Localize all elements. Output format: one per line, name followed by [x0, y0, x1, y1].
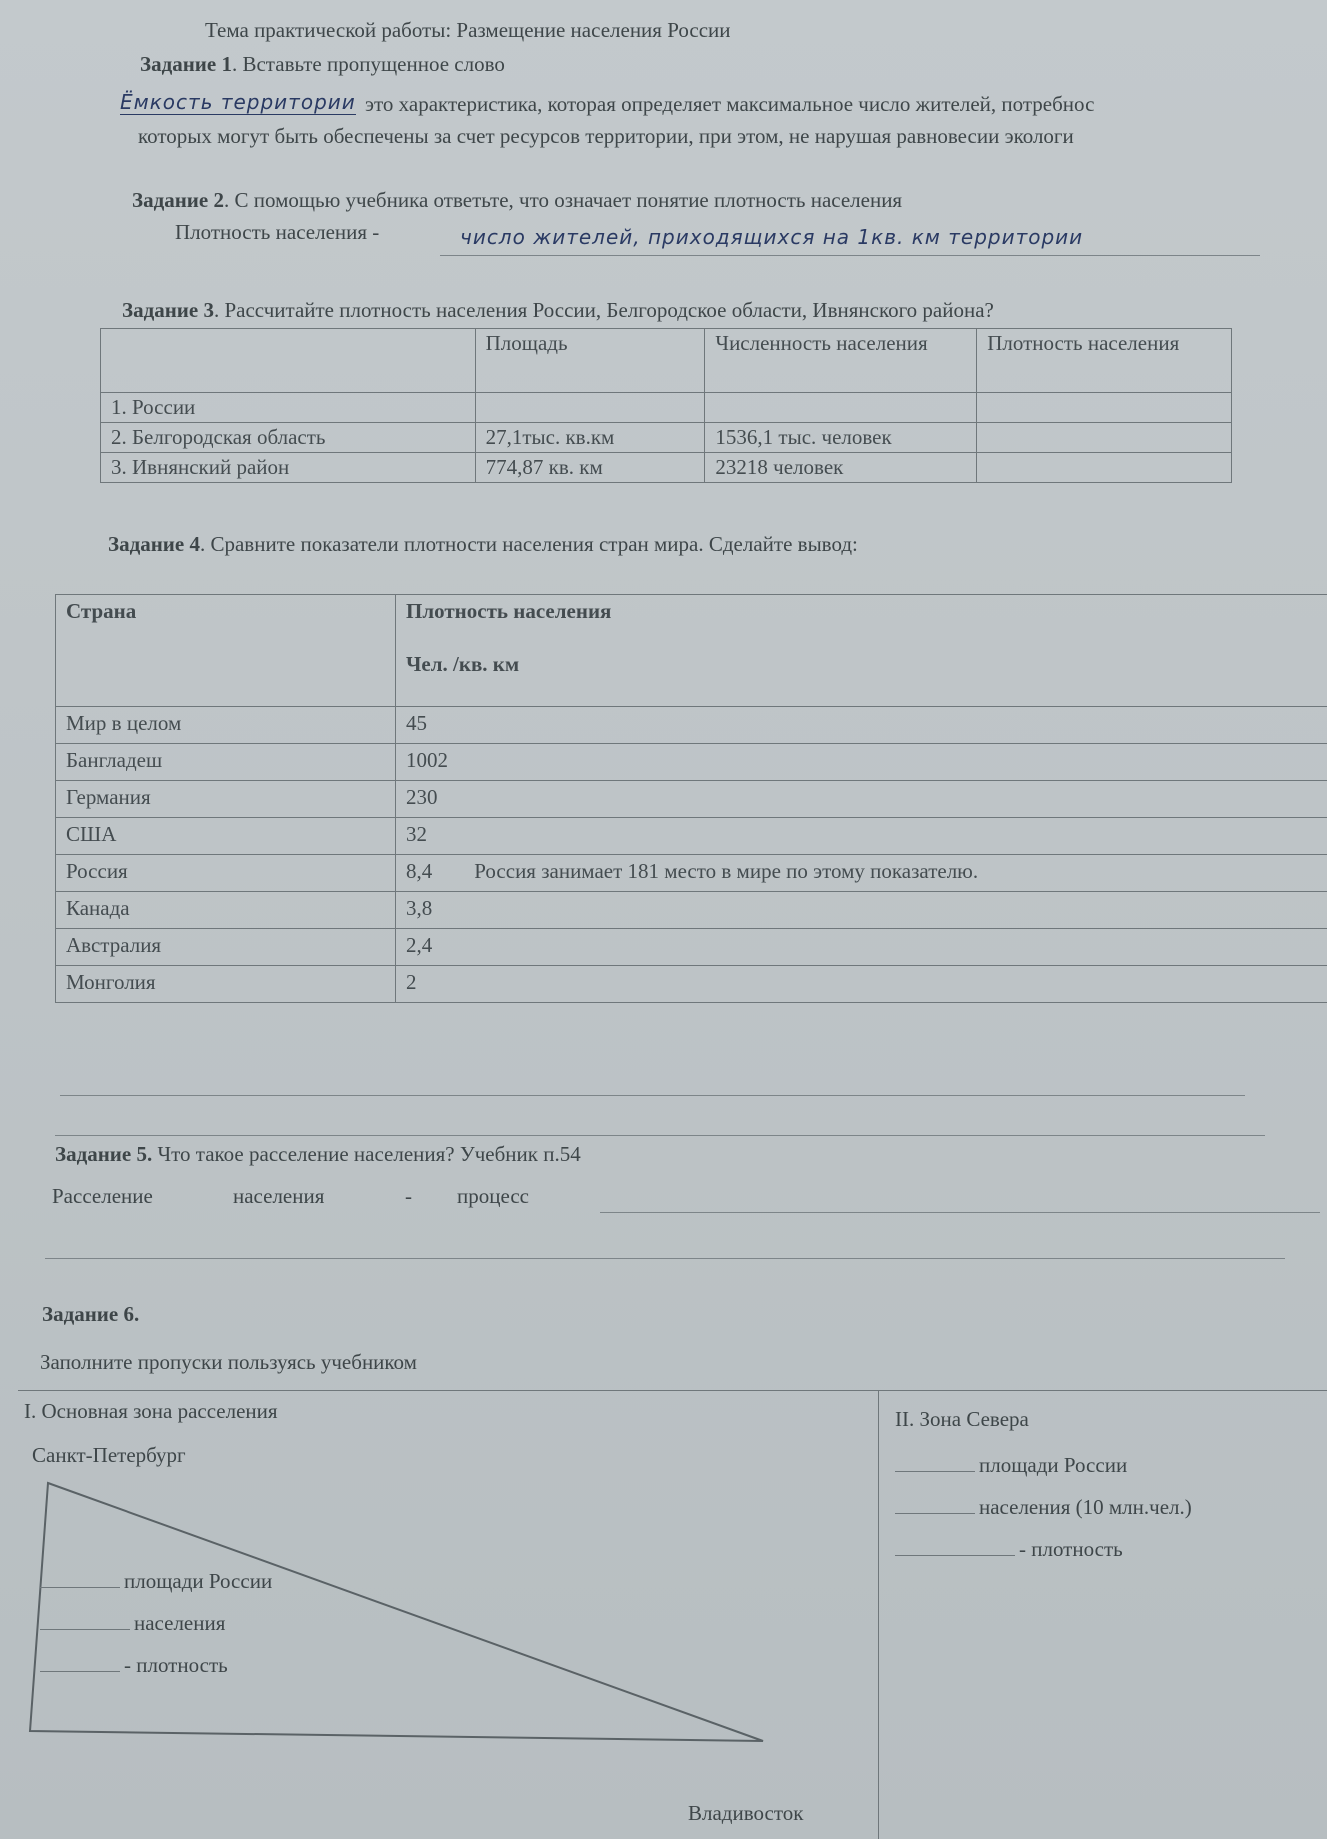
task5-answer-line [45, 1258, 1285, 1259]
density-header-unit: Чел. /кв. км [406, 652, 520, 676]
table-row [56, 744, 1327, 781]
task4-table [55, 594, 1327, 1003]
task4-title: Задание 4 [108, 532, 200, 556]
zone2-title: II. Зона Севера [895, 1407, 1029, 1431]
table-row [101, 453, 1232, 483]
task4-heading [108, 532, 858, 557]
table-header-row [101, 329, 1232, 393]
density-cell [396, 781, 1327, 818]
country-cell: США [56, 818, 396, 855]
blank-line [40, 1629, 130, 1630]
table-header-row [56, 595, 1327, 707]
density-value: 2,4 [406, 933, 433, 957]
zone2-area-row [895, 1453, 1127, 1478]
blank-line [40, 1587, 120, 1588]
page-topic: Тема практической работы: Размещение населения России [205, 18, 731, 42]
table-row [101, 393, 1232, 423]
zone2-density-row [895, 1537, 1123, 1562]
task1-title: Задание 1 [140, 52, 232, 76]
task2-handwritten-answer: число жителей, приходящихся на 1кв. км территории [460, 225, 1084, 249]
table-header-cell: Площадь [475, 329, 705, 393]
task5-word-3: - [405, 1184, 412, 1208]
task2-instruction: . С помощью учебника ответьте, что означает понятие плотность населения [223, 188, 903, 212]
zone2-area: площади России [979, 1453, 1128, 1477]
task5-word-2: населения [233, 1184, 325, 1208]
density-value: 8,4 [406, 859, 433, 883]
table-cell [977, 393, 1232, 423]
density-cell [396, 892, 1327, 929]
zone1-title: I. Основная зона расселения [24, 1399, 278, 1423]
blank-line [40, 1671, 120, 1672]
task3-heading [122, 298, 994, 323]
table-cell: 774,87 кв. км [475, 453, 705, 483]
table-cell: 23218 человек [705, 453, 977, 483]
table-header-cell: Плотность населения [977, 329, 1232, 393]
zone1-area-row [40, 1569, 272, 1594]
table-cell [705, 393, 977, 423]
table-cell: 27,1тыс. кв.км [475, 423, 705, 453]
task2-answer-line [440, 255, 1260, 256]
density-header-title: Плотность населения [406, 599, 612, 623]
zone1-density-row [40, 1653, 228, 1678]
zone1-pop-row [40, 1611, 225, 1636]
task4-conclusion-line [55, 1135, 1265, 1136]
country-cell: Мир в целом [56, 707, 396, 744]
zone1-city-bottom: Владивосток [688, 1801, 804, 1825]
task1-line2: которых могут быть обеспечены за счет ресурсов территории, при этом, не нарушая равновесии экологи [138, 124, 1074, 148]
table-cell: 2. Белгородская область [101, 423, 476, 453]
country-cell: Австралия [56, 929, 396, 966]
zone2-pop: населения (10 млн.чел.) [979, 1495, 1192, 1519]
table-cell [475, 393, 705, 423]
density-cell [396, 966, 1327, 1003]
task2-title: Задание 2 [132, 188, 224, 212]
density-note: Россия занимает 181 место в мире по этому показателю. [474, 859, 979, 883]
table-cell: 1536,1 тыс. человек [705, 423, 977, 453]
table-cell: 3. Ивнянский район [101, 453, 476, 483]
task5-instruction: Что такое расселение населения? Учебник п.54 [152, 1142, 581, 1166]
density-header [396, 595, 1327, 707]
country-cell: Монголия [56, 966, 396, 1003]
density-value: 1002 [406, 748, 448, 772]
density-cell [396, 744, 1327, 781]
settlement-zones-box [18, 1390, 1327, 1839]
table-row [56, 707, 1327, 744]
task5-answer-line [600, 1212, 1320, 1213]
table-cell [977, 423, 1232, 453]
blank-line [895, 1513, 975, 1514]
task3-table [100, 328, 1232, 483]
table-row [101, 423, 1232, 453]
zone2-pop-row [895, 1495, 1192, 1520]
country-header: Страна [56, 595, 396, 707]
task2-heading [132, 188, 902, 213]
density-value: 2 [406, 970, 417, 994]
table-row [56, 929, 1327, 966]
density-value: 45 [406, 711, 427, 735]
table-row [56, 818, 1327, 855]
density-cell [396, 818, 1327, 855]
task5-title: Задание 5. [55, 1142, 153, 1166]
country-cell: Германия [56, 781, 396, 818]
table-row [56, 966, 1327, 1003]
task4-instruction: . Сравните показатели плотности населения стран мира. Сделайте вывод: [199, 532, 858, 556]
table-header-cell: Численность населения [705, 329, 977, 393]
task1-instruction: . Вставьте пропущенное слово [231, 52, 505, 76]
table-cell [977, 453, 1232, 483]
task6-title: Задание 6. [42, 1302, 140, 1326]
table-cell: 1. России [101, 393, 476, 423]
task1-handwritten-answer: Ёмкость территории [120, 90, 356, 114]
blank-line [895, 1555, 1015, 1556]
task6-instruction: Заполните пропуски пользуясь учебником [40, 1350, 417, 1374]
blank-line [895, 1471, 975, 1472]
country-cell: Канада [56, 892, 396, 929]
task3-instruction: . Рассчитайте плотность населения России, Белгородское области, Ивнянского района? [213, 298, 994, 322]
task1-heading [140, 52, 505, 77]
zone1-pop: населения [134, 1611, 226, 1635]
zone1-city-top: Санкт-Петербург [32, 1443, 186, 1467]
table-row [56, 855, 1327, 892]
table-row [56, 781, 1327, 818]
task3-title: Задание 3 [122, 298, 214, 322]
zones-divider [878, 1391, 879, 1839]
task5-word-4: процесс [457, 1184, 529, 1208]
zone2-density: - плотность [1019, 1537, 1123, 1561]
zone1-density: - плотность [124, 1653, 228, 1677]
task4-conclusion-line [60, 1095, 1245, 1096]
density-cell [396, 855, 1327, 892]
task2-label: Плотность населения - [175, 220, 380, 244]
task1-line1: это характеристика, которая определяет максимальное число жителей, потребнос [365, 92, 1095, 116]
density-value: 32 [406, 822, 427, 846]
density-value: 230 [406, 785, 438, 809]
density-cell [396, 707, 1327, 744]
task5-heading [55, 1142, 581, 1167]
country-cell: Бангладеш [56, 744, 396, 781]
task5-word-1: Расселение [52, 1184, 153, 1208]
density-value: 3,8 [406, 896, 433, 920]
zone1-area: площади России [124, 1569, 273, 1593]
table-header-cell [101, 329, 476, 393]
density-cell [396, 929, 1327, 966]
table-row [56, 892, 1327, 929]
country-cell: Россия [56, 855, 396, 892]
